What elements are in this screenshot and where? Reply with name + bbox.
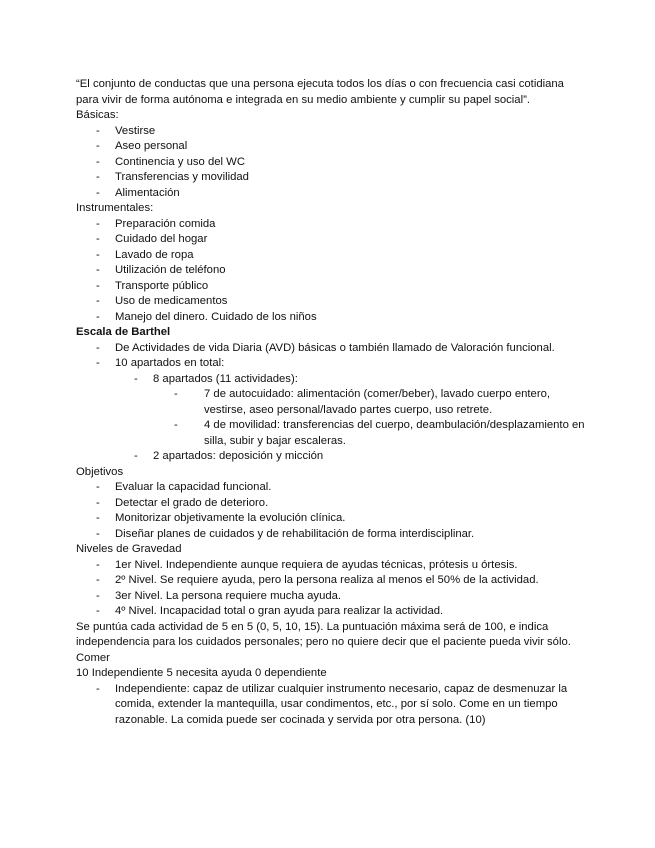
list-item: - De Actividades de vida Diaria (AVD) básicas o también llamado de Valoración funcional. bbox=[76, 341, 586, 357]
list-item: - Transporte público bbox=[76, 279, 586, 295]
objetivos-list bbox=[76, 480, 586, 542]
list-item: - 1er Nivel. Independiente aunque requiera de ayudas técnicas, prótesis u órtesis. bbox=[76, 558, 586, 574]
barthel-list bbox=[76, 341, 586, 372]
heading-comer: Comer bbox=[76, 651, 110, 664]
barthel-sublist bbox=[76, 372, 586, 388]
heading-instrumentales: Instrumentales: bbox=[76, 202, 154, 214]
comer-scale: 10 Independiente 5 necesita ayuda 0 dependiente bbox=[76, 667, 327, 679]
list-item: - Diseñar planes de cuidados y de rehabilitación de forma interdisciplinar. bbox=[76, 527, 586, 543]
basicas-list bbox=[76, 124, 586, 202]
puntuacion-paragraph: Se puntúa cada actividad de 5 en 5 (0, 5, 10, 15). La puntuación máxima será de 100, e indica independencia para los cuidados personales; pero no quiere decir que el paciente pueda vivir sólo. bbox=[76, 620, 571, 648]
list-item: - 8 apartados (11 actividades): bbox=[76, 372, 586, 388]
list-item: - Alimentación bbox=[76, 186, 586, 202]
niveles-list bbox=[76, 558, 586, 620]
heading-barthel: Escala de Barthel bbox=[76, 326, 171, 338]
list-item: - 4 de movilidad: transferencias del cuerpo, deambulación/desplazamiento en silla, subir y bajar escaleras. bbox=[76, 418, 586, 449]
list-item: - Detectar el grado de deterioro. bbox=[76, 496, 586, 512]
list-item: - Vestirse bbox=[76, 124, 586, 140]
barthel-subsublist bbox=[76, 387, 586, 449]
heading-niveles: Niveles de Gravedad bbox=[76, 543, 182, 555]
list-item: - Preparación comida bbox=[76, 217, 586, 233]
list-item: - 2º Nivel. Se requiere ayuda, pero la persona realiza al menos el 50% de la actividad. bbox=[76, 573, 586, 589]
list-item: - Uso de medicamentos bbox=[76, 294, 586, 310]
list-item: - Manejo del dinero. Cuidado de los niños bbox=[76, 310, 586, 326]
list-item: - Independiente: capaz de utilizar cualquier instrumento necesario, capaz de desmenuzar la comida, extender la mantequilla, usar condimentos, etc., por sí solo. Come en un tiempo razonable. La comida puede ser cocinada y servida por otra persona. (10) bbox=[76, 682, 586, 729]
list-item: - Cuidado del hogar bbox=[76, 232, 586, 248]
list-item: - 2 apartados: deposición y micción bbox=[76, 449, 586, 465]
list-item: - Monitorizar objetivamente la evolución clínica. bbox=[76, 511, 586, 527]
list-item: - 4º Nivel. Incapacidad total o gran ayuda para realizar la actividad. bbox=[76, 604, 586, 620]
heading-objetivos: Objetivos bbox=[76, 465, 124, 478]
comer-list bbox=[76, 682, 586, 729]
barthel-sublist-2 bbox=[76, 449, 586, 465]
list-item: - 7 de autocuidado: alimentación (comer/beber), lavado cuerpo entero, vestirse, aseo personal/lavado partes cuerpo, uso retrete. bbox=[76, 387, 586, 418]
list-item: - 3er Nivel. La persona requiere mucha ayuda. bbox=[76, 589, 586, 605]
list-item: - Evaluar la capacidad funcional. bbox=[76, 480, 586, 496]
instrumentales-list bbox=[76, 217, 586, 326]
list-item: - 10 apartados en total: bbox=[76, 356, 586, 372]
document-page bbox=[76, 77, 586, 728]
list-item: - Utilización de teléfono bbox=[76, 263, 586, 279]
list-item: - Transferencias y movilidad bbox=[76, 170, 586, 186]
list-item: - Continencia y uso del WC bbox=[76, 155, 586, 171]
intro-quote: “El conjunto de conductas que una persona ejecuta todos los días o con frecuencia casi cotidiana para vivir de forma autónoma e integrada en su medio ambiente y cumplir su papel social”. bbox=[76, 78, 564, 106]
list-item: - Aseo personal bbox=[76, 139, 586, 155]
heading-basicas: Básicas: bbox=[76, 109, 119, 121]
list-item: - Lavado de ropa bbox=[76, 248, 586, 264]
